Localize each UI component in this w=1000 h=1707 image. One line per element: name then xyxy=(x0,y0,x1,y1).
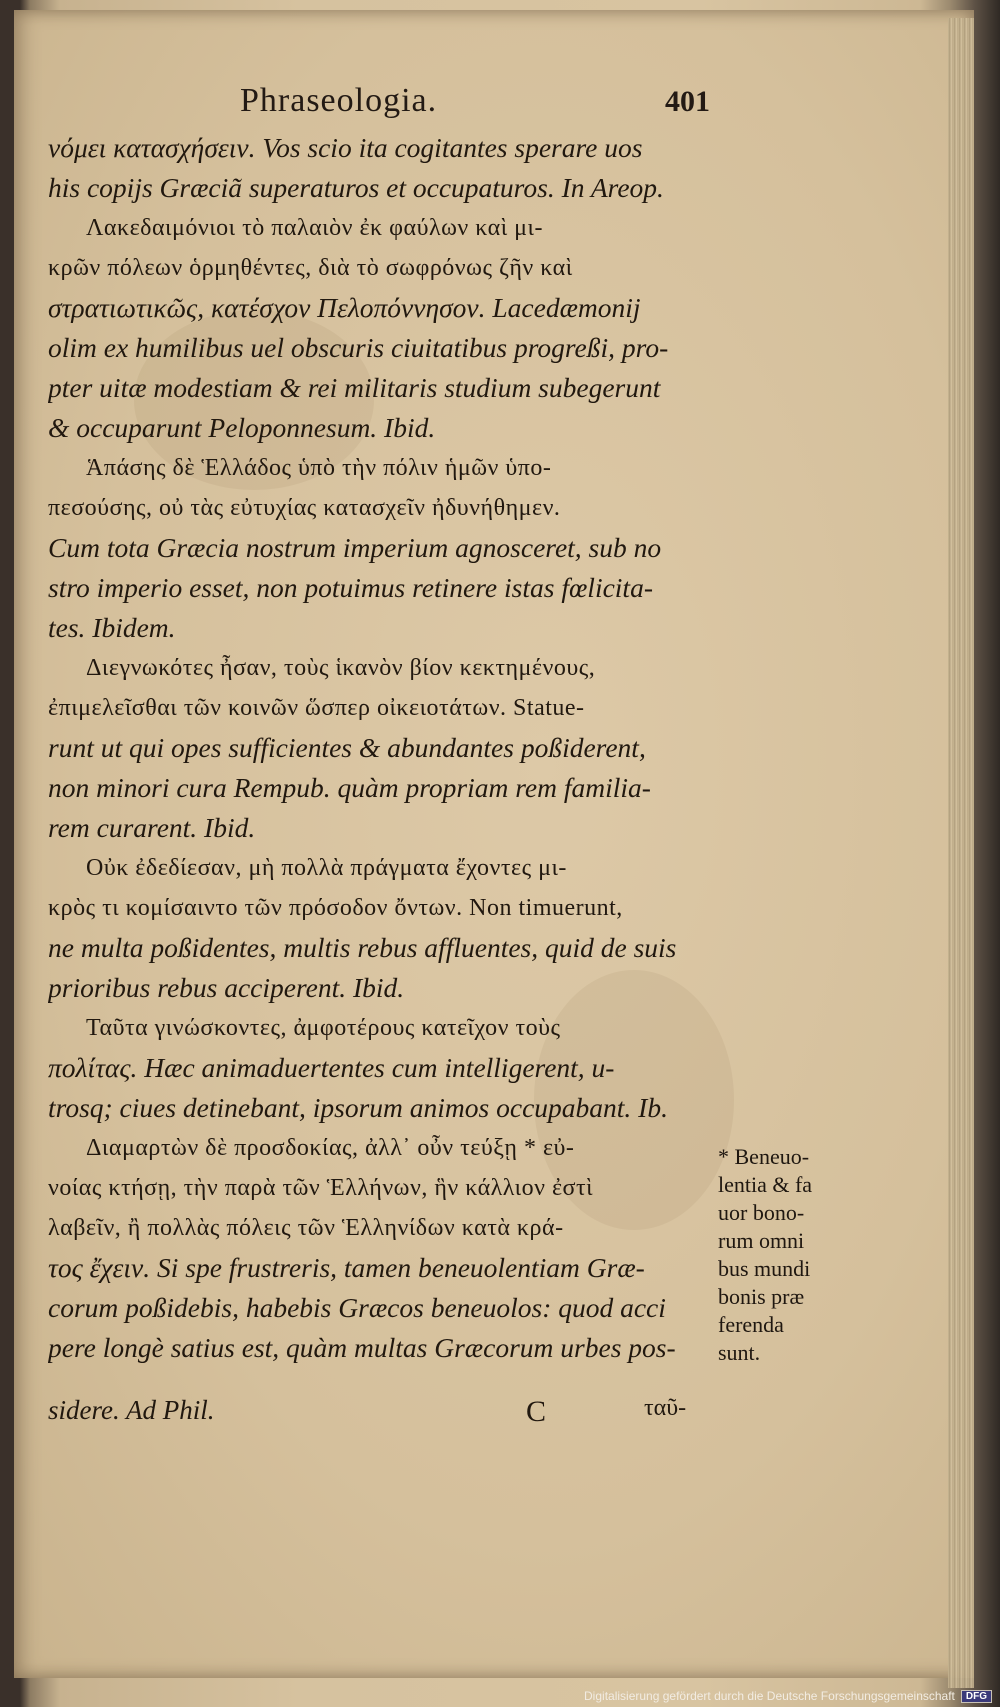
margin-note-line: * Beneuo- xyxy=(718,1144,810,1169)
text-line: κρῶν πόλεων ὁρμηθέντες, διὰ τὸ σωφρόνως ζῆν καὶ xyxy=(48,255,573,281)
text-line: Διαμαρτὼν δὲ προσδοκίας, ἀλλ᾽ οὖν τεύξῃ * εὐ- xyxy=(86,1135,575,1161)
text-line: Cum tota Græcia nostrum imperium agnosceret, sub no xyxy=(48,532,662,563)
text-line: pter uitæ modestiam & rei militaris studium subegerunt xyxy=(48,372,661,403)
main-text-block xyxy=(48,128,708,1368)
page-number: 401 xyxy=(665,85,710,118)
text-line: rem curarent. Ibid. xyxy=(48,812,256,843)
text-line: non minori cura Rempub. quàm propriam rem familia- xyxy=(48,772,651,803)
last-line-row xyxy=(48,1395,708,1435)
text-line: λαβεῖν, ἢ πολλὰς πόλεις τῶν Ἑλληνίδων κατὰ κρά- xyxy=(48,1215,564,1241)
margin-note-line: lentia & fa xyxy=(718,1172,813,1197)
text-line: runt ut qui opes sufficientes & abundantes poßiderent, xyxy=(48,732,646,763)
text-line: prioribus rebus acciperent. Ibid. xyxy=(48,972,405,1003)
text-line: pere longè satius est, quàm multas Græcorum urbes pos- xyxy=(48,1332,676,1363)
text-line: olim ex humilibus uel obscuris ciuitatibus progreßi, pro- xyxy=(48,332,669,363)
margin-note-line: ferenda xyxy=(718,1312,784,1337)
text-line: νόμει κατασχήσειν. Vos scio ita cogitantes sperare uos xyxy=(48,132,643,163)
margin-note xyxy=(718,1143,868,1367)
dfg-logo: DFG xyxy=(961,1690,992,1703)
text-line: ne multa poßidentes, multis rebus affluentes, quid de suis xyxy=(48,932,677,963)
text-line: stro imperio esset, non potuimus retinere istas fœlicita- xyxy=(48,572,653,603)
text-line: τος ἔχειν. Si spe frustreris, tamen beneuolentiam Græ- xyxy=(48,1252,645,1283)
page-header xyxy=(240,82,710,120)
text-line: tes. Ibidem. xyxy=(48,612,176,643)
text-line: Διεγνωκότες ἦσαν, τοὺς ἱκανὸν βίον κεκτημένους, xyxy=(86,655,596,681)
margin-note-line: bus mundi xyxy=(718,1256,811,1281)
last-text-line: sidere. Ad Phil. xyxy=(48,1395,215,1425)
text-line: ἐπιμελεῖσθαι τῶν κοινῶν ὥσπερ οἰκειοτάτων. Statue- xyxy=(48,695,585,721)
text-line: corum poßidebis, habebis Græcos beneuolos: quod acci xyxy=(48,1292,666,1323)
margin-note-line: sunt. xyxy=(718,1340,761,1365)
text-line: Ἁπάσης δὲ Ἑλλάδος ὑπὸ τὴν πόλιν ἡμῶν ὑπο- xyxy=(86,455,552,481)
digitization-footer xyxy=(584,1689,992,1703)
running-head: Phraseologia. xyxy=(240,82,438,119)
text-line: Λακεδαιμόνιοι τὸ παλαιὸν ἐκ φαύλων καὶ μι- xyxy=(86,215,543,241)
page-fore-edge xyxy=(948,18,974,1688)
margin-note-line: bonis præ xyxy=(718,1284,805,1309)
text-line: πολίτας. Hæc animaduertentes cum intelligerent, u- xyxy=(48,1052,615,1083)
catchword: ταῦ- xyxy=(644,1395,687,1421)
text-line: νοίας κτήσῃ, τὴν παρὰ τῶν Ἑλλήνων, ἣν κάλλιον ἐστὶ xyxy=(48,1175,594,1201)
margin-note-line: uor bono- xyxy=(718,1200,805,1225)
text-line: στρατιωτικῶς, κατέσχον Πελοπόννησον. Lacedæmonij xyxy=(48,292,641,323)
text-line: κρὸς τι κομίσαιντο τῶν πρόσοδον ὄντων. Non timuerunt, xyxy=(48,895,623,921)
text-line: πεσούσης, οὐ τὰς εὐτυχίας κατασχεῖν ἠδυνήθημεν. xyxy=(48,495,561,521)
funding-credit: Digitalisierung gefördert durch die Deutsche Forschungsgemeinschaft xyxy=(584,1689,955,1703)
text-line: his copijs Græciã superaturos et occupaturos. In Areop. xyxy=(48,172,664,203)
text-line: Ταῦτα γινώσκοντες, ἀμφοτέρους κατεῖχον τοὺς xyxy=(86,1015,561,1041)
text-line: Οὐκ ἐδεδίεσαν, μὴ πολλὰ πράγματα ἔχοντες μι- xyxy=(86,855,567,881)
text-line: trosq; ciues detinebant, ipsorum animos occupabant. Ib. xyxy=(48,1092,668,1123)
text-line: & occuparunt Peloponnesum. Ibid. xyxy=(48,412,436,443)
signature-mark: C xyxy=(526,1395,547,1428)
margin-note-line: rum omni xyxy=(718,1228,805,1253)
